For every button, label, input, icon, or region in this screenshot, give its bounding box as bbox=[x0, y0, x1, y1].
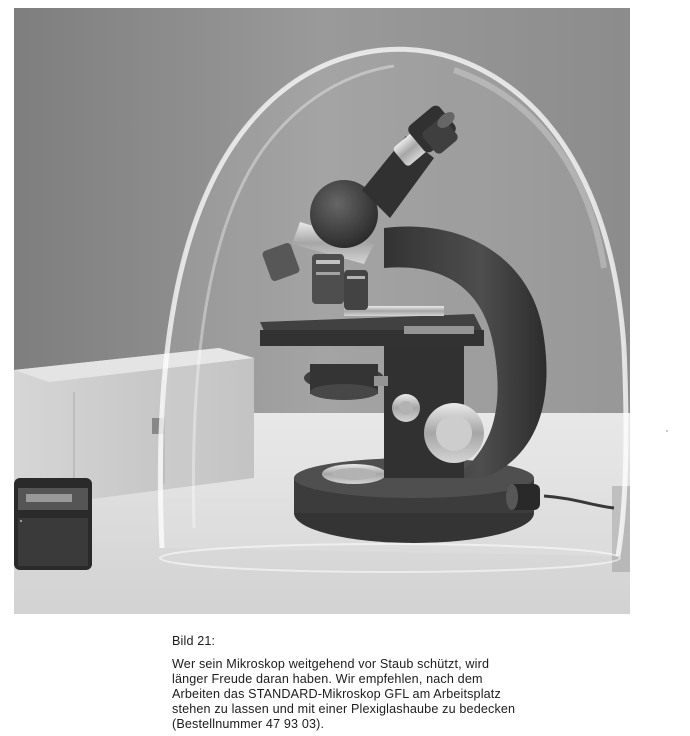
caption-line: stehen zu lassen und mit einer Plexiglashaube zu bedecken bbox=[172, 702, 516, 716]
scan-speck bbox=[666, 430, 668, 432]
figure-label: Bild 21: bbox=[172, 634, 216, 648]
caption-line: Arbeiten das STANDARD-Mikroskop GFL am Arbeitsplatz bbox=[172, 687, 501, 701]
caption-line: länger Freude daran haben. Wir empfehlen, nach dem bbox=[172, 672, 483, 686]
scan-speck bbox=[20, 520, 22, 522]
caption-line: (Bestellnummer 47 93 03). bbox=[172, 717, 325, 731]
microscope-photo bbox=[14, 8, 630, 614]
figure-caption bbox=[172, 634, 592, 732]
microscope-under-dome-illustration bbox=[14, 8, 630, 614]
caption-line: Wer sein Mikroskop weitgehend vor Staub schützt, wird bbox=[172, 657, 490, 671]
